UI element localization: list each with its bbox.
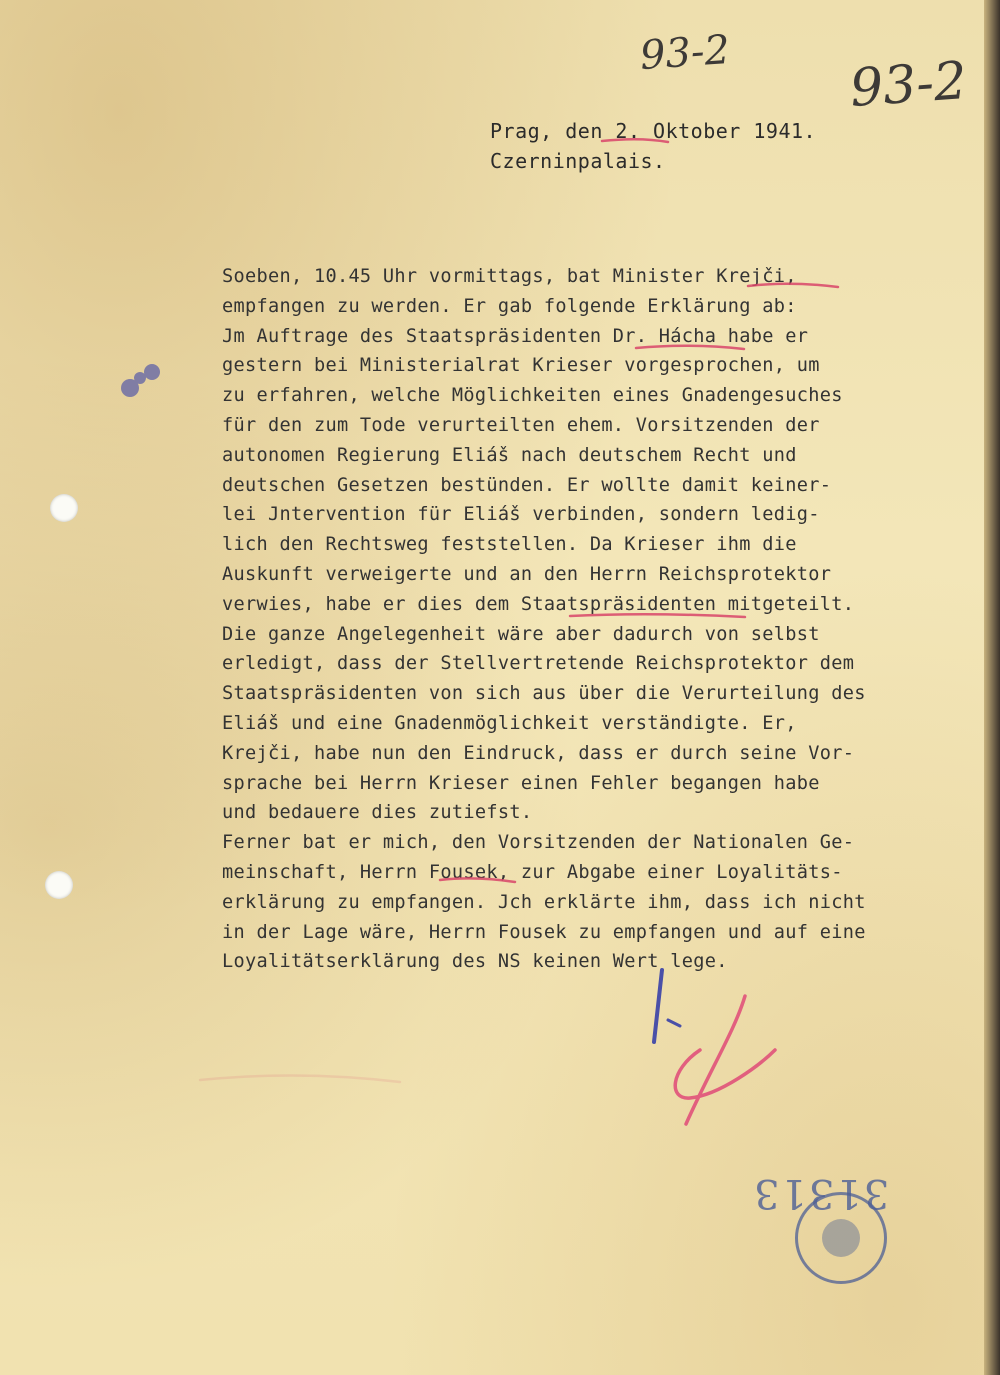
page-edge bbox=[984, 0, 1000, 1375]
body-line: Ferner bat er mich, den Vorsitzenden der Nationalen Ge- bbox=[222, 832, 855, 854]
body-line: Eliáš und eine Gnadenmöglichkeit verständigte. Er, bbox=[222, 712, 797, 734]
letter-heading bbox=[490, 116, 816, 176]
archive-ref-note-1: 93-2 bbox=[638, 26, 732, 80]
archive-ref-note-2: 93-2 bbox=[848, 50, 969, 120]
archive-stamp-number: 31313 bbox=[752, 1170, 890, 1216]
body-line: Loyalitätserklärung des NS keinen Wert lege. bbox=[222, 951, 728, 973]
letter-body bbox=[222, 262, 922, 977]
body-line: Jm Auftrage des Staatspräsidenten Dr. Hácha habe er bbox=[222, 325, 809, 347]
body-line: erklärung zu empfangen. Jch erklärte ihm, dass ich nicht bbox=[222, 891, 866, 913]
body-line: und bedauere dies zutiefst. bbox=[222, 802, 533, 824]
body-line: lich den Rechtsweg feststellen. Da Krieser ihm die bbox=[222, 534, 797, 556]
body-line: für den zum Tode verurteilten ehem. Vorsitzenden der bbox=[222, 414, 820, 436]
body-line: gestern bei Ministerialrat Krieser vorgesprochen, um bbox=[222, 355, 820, 377]
body-line: sprache bei Herrn Krieser einen Fehler begangen habe bbox=[222, 772, 820, 794]
body-line: Staatspräsidenten von sich aus über die Verurteilung des bbox=[222, 683, 866, 705]
punch-hole-top bbox=[50, 494, 78, 522]
body-line: in der Lage wäre, Herrn Fousek zu empfangen und auf eine bbox=[222, 921, 866, 943]
body-line: zu erfahren, welche Möglichkeiten eines Gnadengesuches bbox=[222, 385, 843, 407]
body-line: empfangen zu werden. Er gab folgende Erklärung ab: bbox=[222, 295, 797, 317]
punch-hole-bottom bbox=[45, 871, 73, 899]
body-line: meinschaft, Herrn Fousek, zur Abgabe einer Loyalitäts- bbox=[222, 861, 843, 883]
body-line: Auskunft verweigerte und an den Herrn Reichsprotektor bbox=[222, 563, 832, 585]
body-line: verwies, habe er dies dem Staatspräsidenten mitgeteilt. bbox=[222, 593, 855, 615]
location-line: Czerninpalais. bbox=[490, 149, 666, 173]
body-line: autonomen Regierung Eliáš nach deutschem Recht und bbox=[222, 444, 797, 466]
body-line: Soeben, 10.45 Uhr vormittags, bat Minister Krejči, bbox=[222, 266, 797, 287]
body-line: Krejči, habe nun den Eindruck, dass er durch seine Vor- bbox=[222, 742, 855, 764]
body-line: erledigt, dass der Stellvertretende Reichsprotektor dem bbox=[222, 653, 855, 675]
body-line: Die ganze Angelegenheit wäre aber dadurch von selbst bbox=[222, 623, 820, 645]
place-date: Prag, den 2. Oktober 1941. bbox=[490, 119, 817, 143]
body-line: lei Jntervention für Eliáš verbinden, sondern ledig- bbox=[222, 504, 820, 526]
body-line: deutschen Gesetzen bestünden. Er wollte damit keiner- bbox=[222, 474, 832, 496]
